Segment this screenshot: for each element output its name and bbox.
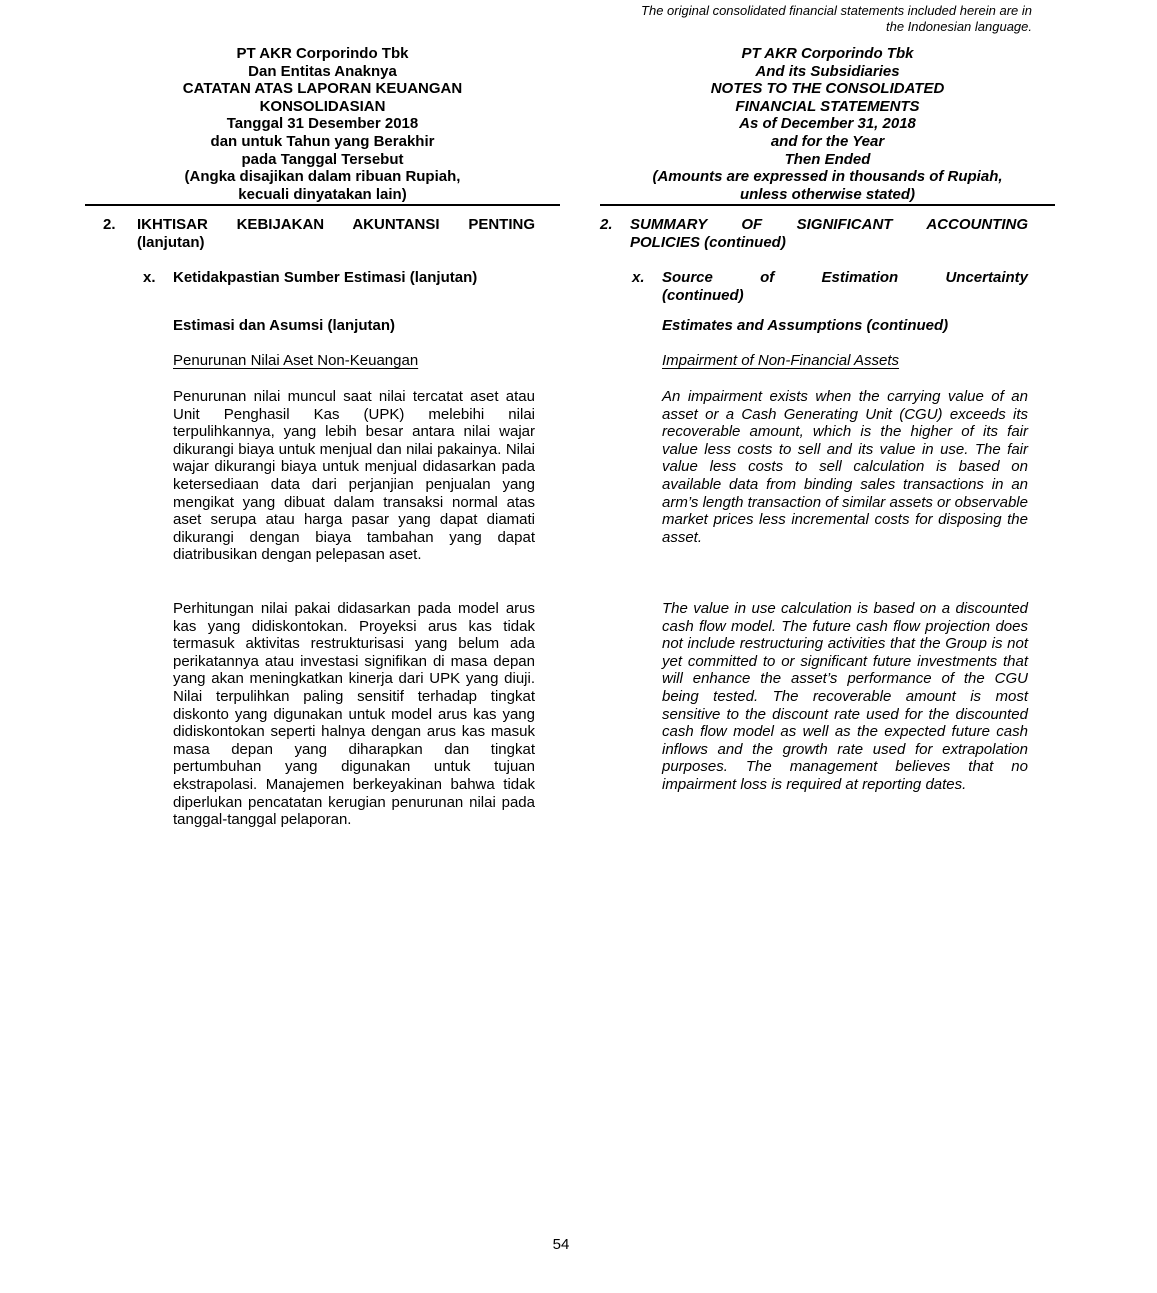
section-number: 2. <box>103 216 116 233</box>
section-title-line2: POLICIES (continued) <box>630 233 786 251</box>
subsection-heading-indonesian <box>85 269 560 287</box>
indonesian-column <box>85 0 560 1293</box>
header-line: dan untuk Tahun yang Berakhir <box>210 132 435 150</box>
section-title <box>630 216 1028 251</box>
page-number: 54 <box>552 1236 570 1253</box>
subsection-title-line2: (continued) <box>662 286 744 304</box>
subsection-title <box>662 269 1028 304</box>
section-title <box>137 216 535 251</box>
impairment-heading-english: Impairment of Non-Financial Assets <box>662 352 900 369</box>
header-line: Then Ended <box>784 150 871 168</box>
header-line: Dan Entitas Anaknya <box>248 62 397 80</box>
language-note-line1: The original consolidated financial statements included herein are in <box>641 3 1032 18</box>
section-title-line1: SUMMARY OF SIGNIFICANT ACCOUNTING <box>630 216 1028 233</box>
header-line: kecuali dinyatakan lain) <box>238 185 407 203</box>
value-in-use-paragraph-indonesian: Perhitungan nilai pakai didasarkan pada model arus kas yang didiskontokan. Proyeksi arus kas tidak termasuk aktivitas restrukturisasi yang belum ada perikatannya atau investasi signifikan di masa depan yang akan meningkatkan kinerja dari UPK yang diuji. Nilai terpulihkan paling sensitif terhadap tingkat diskonto yang digunakan untuk model arus kas yang didiskontokan seperti halnya dengan arus kas masuk masa depan yang diharapkan dan tingkat pertumbuhan yang digunakan untuk tujuan ekstrapolasi. Manajemen berkeyakinan bahwa tidak diperlukan pencatatan kerugian penurunan nilai pada tanggal-tanggal pelaporan. <box>173 600 535 829</box>
header-divider-rule <box>85 204 560 206</box>
header-line: and for the Year <box>770 132 885 150</box>
subsection-marker: x. <box>143 269 156 286</box>
impairment-paragraph1-indonesian: Penurunan nilai muncul saat nilai tercatat aset atau Unit Penghasil Kas (UPK) melebihi nilai terpulihkannya, yang lebih besar antara nilai wajar dikurangi biaya untuk menjual dan nilai pakainya. Nilai wajar dikurangi biaya untuk menjual didasarkan pada ketersediaan data dari perjanjian penjualan yang mengikat yang dibuat dalam transaksi normal atas aset serupa atau harga pasar yang dapat diamati dikurangi dengan biaya tambahan yang dapat diatribusikan dengan pelepasan aset. <box>173 388 535 564</box>
estimates-subheading-indonesian: Estimasi dan Asumsi (lanjutan) <box>173 317 395 334</box>
section-number: 2. <box>600 216 613 233</box>
impairment-paragraph1-english: An impairment exists when the carrying value of an asset or a Cash Generating Unit (CGU) exceeds its recoverable amount, which is the higher of its fair value less costs to sell and its value in use. The fair value less costs to sell calculation is based on available data from binding sales transactions in an arm’s length transaction of similar assets or observable market prices less incremental costs for disposing the asset. <box>662 388 1028 546</box>
header-line: PT AKR Corporindo Tbk <box>236 45 409 62</box>
header-divider-rule <box>600 204 1055 206</box>
section-title-line1: IKHTISAR KEBIJAKAN AKUNTANSI PENTING <box>137 216 535 233</box>
english-document-header <box>600 45 1055 203</box>
section-heading-indonesian <box>85 216 560 251</box>
header-line: NOTES TO THE CONSOLIDATED <box>710 80 945 98</box>
header-line: pada Tanggal Tersebut <box>241 150 404 168</box>
subsection-marker: x. <box>632 269 645 286</box>
header-line: And its Subsidiaries <box>755 62 900 80</box>
subsection-title-line1: Source of Estimation Uncertainty <box>662 269 1028 286</box>
header-line: Tanggal 31 Desember 2018 <box>226 115 419 133</box>
section-heading-english <box>600 216 1055 251</box>
header-line: unless otherwise stated) <box>739 185 916 203</box>
header-line: KONSOLIDASIAN <box>259 97 386 115</box>
impairment-heading-indonesian: Penurunan Nilai Aset Non-Keuangan <box>173 352 419 369</box>
header-line: (Angka disajikan dalam ribuan Rupiah, <box>184 168 461 186</box>
header-line: PT AKR Corporindo Tbk <box>741 45 914 62</box>
estimates-subheading-english: Estimates and Assumptions (continued) <box>662 317 949 334</box>
language-note-line2: the Indonesian language. <box>885 18 1032 34</box>
indonesian-document-header <box>85 45 560 203</box>
header-line: CATATAN ATAS LAPORAN KEUANGAN <box>182 80 463 98</box>
subsection-title-line1: Ketidakpastian Sumber Estimasi (lanjutan) <box>173 269 478 286</box>
section-title-line2: (lanjutan) <box>137 233 205 251</box>
header-line: FINANCIAL STATEMENTS <box>735 97 920 115</box>
header-line: As of December 31, 2018 <box>739 115 916 133</box>
header-line: (Amounts are expressed in thousands of Rupiah, <box>652 168 1003 186</box>
value-in-use-paragraph-english: The value in use calculation is based on a discounted cash flow model. The future cash flow projection does not include restructuring activities that the Group is not yet committed to or significant future investments that will enhance the asset’s performance of the CGU being tested. The recoverable amount is most sensitive to the discount rate used for the discounted cash flow model as well as the expected future cash inflows and the growth rate used for extrapolation purposes. The management believes that no impairment loss is required at reporting dates. <box>662 600 1028 793</box>
english-column <box>600 0 1055 1293</box>
subsection-heading-english <box>600 269 1055 304</box>
subsection-title <box>173 269 535 287</box>
